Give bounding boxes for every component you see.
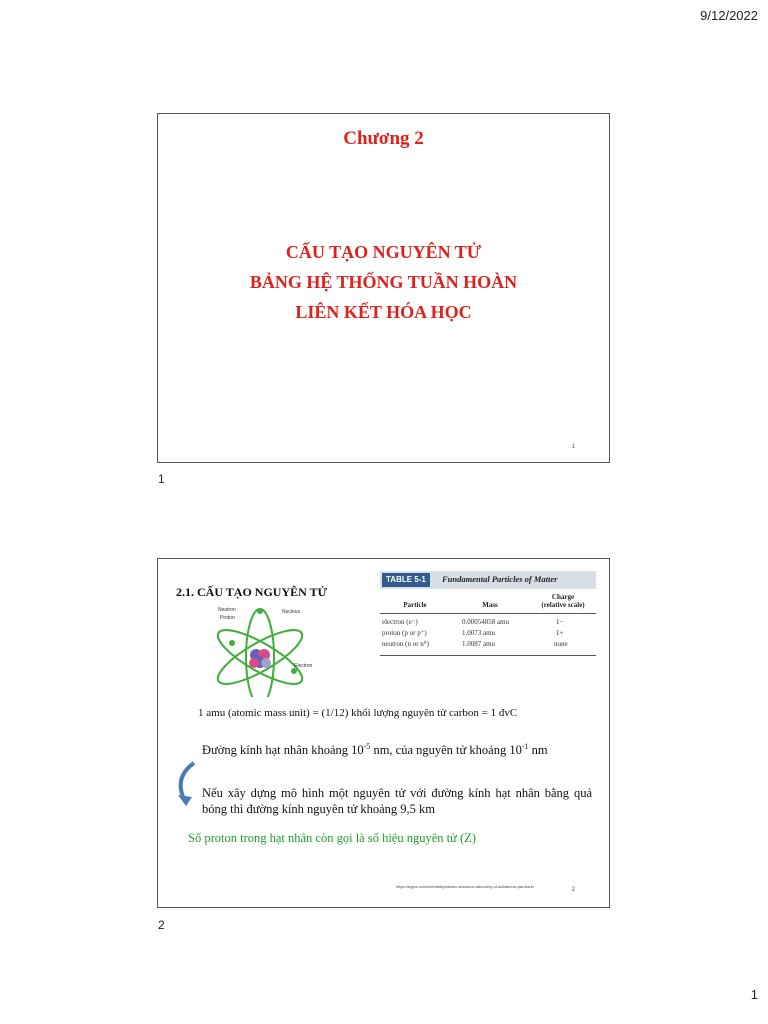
- particles-table: [380, 571, 596, 671]
- model-analogy-text: Nếu xây dựng mô hình một nguyên tử với đường kính hạt nhân bằng quả bóng thì đường kính nguyên tử khoảng 9,5 km: [202, 786, 592, 816]
- table-tag: TABLE 5-1: [382, 573, 430, 587]
- table-caption: Fundamental Particles of Matter: [442, 574, 558, 584]
- source-link[interactable]: https://byjus.com/chemistry/atomic-structure-discovery-of-subatomic-particles/: [396, 884, 534, 889]
- date-stamp: 9/12/2022: [700, 8, 758, 23]
- slide-1-number: 1: [571, 444, 575, 450]
- slide-2-index: 2: [158, 918, 165, 932]
- table-header-particle: Particle: [403, 601, 427, 609]
- table-header-mass: Mass: [482, 601, 498, 609]
- atom-diagram-icon: [208, 605, 318, 697]
- table-row-1-particle: electron (e⁻): [382, 618, 418, 626]
- atom-label-electron: Electron: [294, 663, 313, 669]
- atom-label-proton: Proton: [220, 615, 235, 621]
- table-row-3-mass: 1.0087 amu: [462, 640, 496, 648]
- table-row-1-charge: 1−: [556, 618, 564, 626]
- table-header-charge-1: Charge: [551, 593, 575, 601]
- table-row-2-charge: 1+: [556, 629, 564, 637]
- atom-label-nucleus: Nucleus: [282, 609, 301, 615]
- table-header-band: [380, 571, 596, 589]
- table-row-2-mass: 1.0073 amu: [462, 629, 496, 637]
- atom-label-neutron: Neutron: [218, 607, 236, 613]
- slide-2-title: 2.1. CẤU TẠO NGUYÊN TỬ: [176, 585, 328, 599]
- slide-2-number: 2: [571, 887, 575, 893]
- atomic-number-note: Số proton trong hạt nhân còn gọi là số hiệu nguyên tử (Z): [188, 831, 476, 845]
- table-row-2-particle: proton (p or p⁺): [382, 629, 427, 637]
- table-row-1-mass: 0.00054858 amu: [462, 618, 510, 626]
- table-bottom-rule: [380, 655, 596, 656]
- amu-definition: 1 amu (atomic mass unit) = (1/12) khối lượng nguyên tử carbon = 1 đvC: [198, 707, 518, 719]
- slide-1-heading-line-3: LIÊN KẾT HÓA HỌC: [295, 302, 472, 322]
- slide-2: [157, 558, 610, 908]
- table-divider: [380, 613, 596, 614]
- slide-1: [157, 113, 610, 463]
- slide-1-heading-line-2: BẢNG HỆ THỐNG TUẦN HOÀN: [249, 272, 518, 292]
- nucleus-diameter-text: Đường kính hạt nhân khoảng $10^{-5}$ nm, của nguyên tử khoảng $10^{-1}$ nm: [202, 742, 548, 758]
- slide-1-title: Chương 2: [343, 128, 424, 149]
- curved-arrow-icon: [172, 759, 202, 807]
- table-row-3-particle: neutron (n or n⁰): [382, 640, 429, 648]
- slide-1-heading-line-1: CẤU TẠO NGUYÊN TỬ: [285, 242, 482, 262]
- table-row-3-charge: none: [554, 640, 568, 648]
- table-header-charge-2: (relative scale): [541, 601, 585, 609]
- slide-1-index: 1: [158, 472, 165, 486]
- page-number: 1: [750, 987, 758, 1002]
